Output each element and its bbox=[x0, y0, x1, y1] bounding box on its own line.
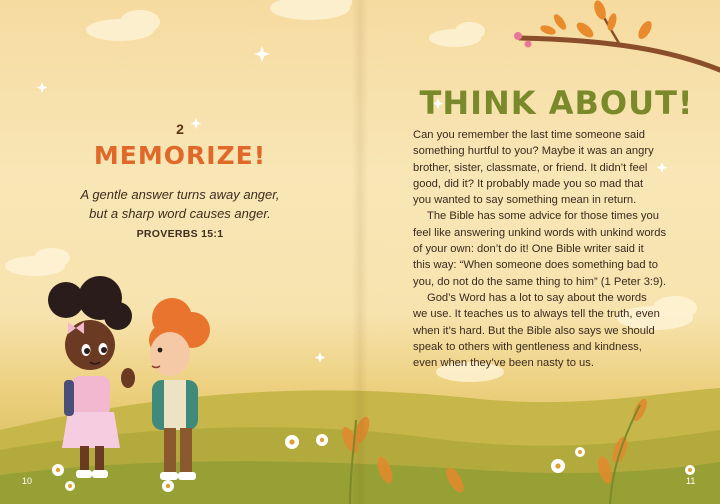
body-line: speak to others with gentleness and kindness, bbox=[413, 340, 642, 353]
body-line: God’s Word has a lot to say about the words bbox=[427, 291, 647, 304]
body-line: good, did it? It probably made you so mad that bbox=[413, 177, 644, 190]
body-line: of your own: don’t do it! One Bible writer said it bbox=[413, 243, 644, 256]
verse-line: A gentle answer turns away anger, bbox=[80, 187, 280, 202]
think-about-body bbox=[413, 127, 703, 371]
memorize-heading: MEMORIZE! bbox=[93, 141, 267, 170]
memory-verse bbox=[0, 185, 360, 223]
body-line: you, do not do the same thing to him” (1 Peter 3:9). bbox=[413, 275, 667, 288]
body-line: we use. It teaches us to always tell the truth, even bbox=[413, 308, 660, 321]
think-about-heading: THINK ABOUT! bbox=[419, 84, 694, 122]
page-number-left: 10 bbox=[22, 476, 33, 486]
verse-reference: PROVERBS 15:1 bbox=[136, 228, 224, 240]
day-number: 2 bbox=[176, 121, 184, 137]
body-line: The Bible has some advice for those times you bbox=[427, 210, 659, 223]
body-line: this way: “When someone does something bad to bbox=[413, 259, 659, 272]
body-line: you wanted to say something mean in return. bbox=[413, 194, 637, 207]
page-number-right: 11 bbox=[686, 476, 696, 486]
body-line: when it’s hard. But the Bible also says we should bbox=[413, 324, 655, 337]
body-line: brother, sister, classmate, or friend. It didn’t feel bbox=[413, 161, 648, 174]
body-line: Can you remember the last time someone said bbox=[413, 129, 645, 141]
body-line: something hurtful to you? Maybe it was an angry bbox=[413, 145, 654, 158]
body-line: even when they’ve been nasty to us. bbox=[413, 357, 594, 370]
verse-line: but a sharp word causes anger. bbox=[89, 206, 271, 221]
body-line: feel like answering unkind words with unkind words bbox=[413, 226, 667, 239]
